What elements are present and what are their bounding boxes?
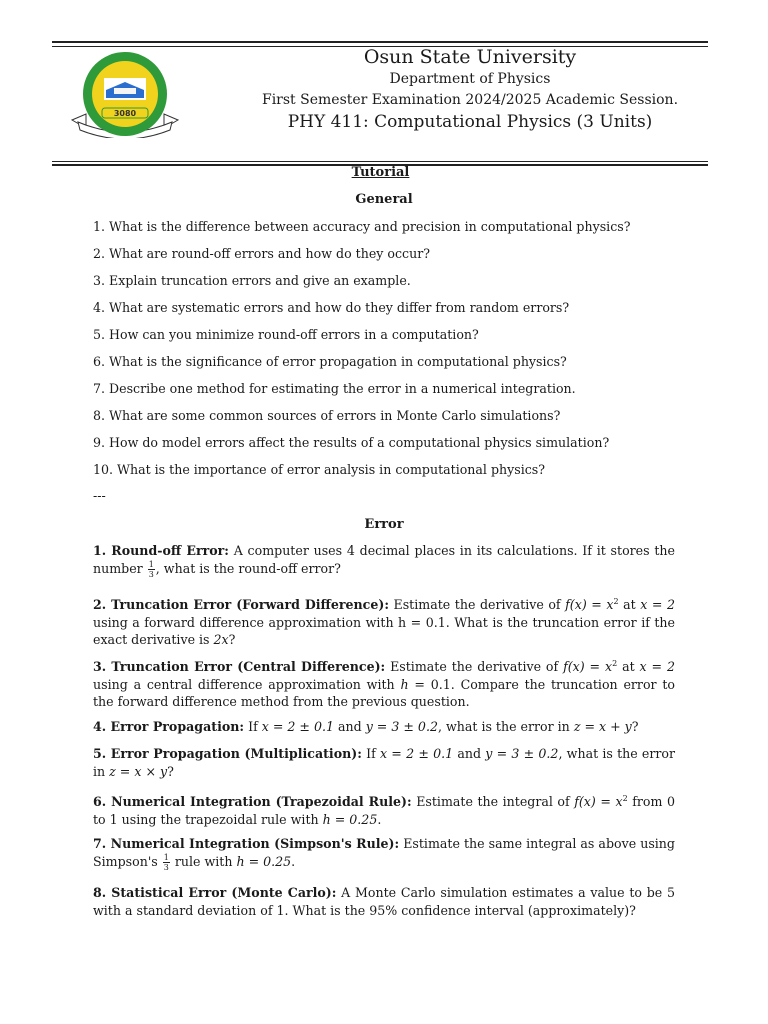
general-question: 9. How do model errors affect the results of a computational physics simulation? — [93, 435, 610, 450]
error-problem — [93, 835, 675, 872]
general-question: 10. What is the importance of error analysis in computational physics? — [93, 462, 546, 477]
problem-text: , what is the error in — [437, 719, 574, 734]
problem-title: 2. Truncation Error (Forward Difference): — [93, 597, 389, 613]
problem-text: A Monte Carlo simulation estimates a value to be 5 with a standard deviation of 1. What is the 95% confidence interval (approximately)? — [93, 885, 675, 918]
header-bottom-rule-thin — [52, 161, 708, 162]
math-expression: h — [400, 676, 409, 692]
math-expression: x = 2 ± 0.1 — [379, 746, 454, 761]
error-problem: 6. Numerical Integration (Trapezoidal Rule): Estimate the integral of $f(x) = x^2$ from 0 to 1 using the trapezoidal rule with h = 0.25. — [93, 794, 675, 827]
general-question: 8. What are some common sources of errors in Monte Carlo simulations? — [93, 408, 561, 423]
problem-text: = 0.1. Compare the truncation error to the forward difference method from the previous question. — [93, 676, 675, 710]
math-expression: x = 2 — [639, 659, 675, 675]
math-expression: x = 2 — [640, 597, 676, 613]
tutorial-heading: Tutorial — [351, 165, 410, 180]
problem-title: 5. Error Propagation (Multiplication): — [93, 746, 362, 761]
math-expression: h = 0.25 — [236, 853, 292, 869]
problem-text: . — [291, 853, 296, 869]
problem-text: at — [617, 659, 640, 675]
department-name: Department of Physics — [389, 71, 551, 87]
problem-text: rule with — [170, 853, 237, 869]
problem-text: and — [334, 719, 366, 734]
math-expression: x = 2 ± 0.1 — [261, 719, 334, 734]
problem-text: A computer uses 4 decimal places in its calculations. If it stores the number — [93, 543, 675, 576]
problem-text: , what is the round-off error? — [155, 560, 341, 576]
problem-text: Estimate the integral of — [416, 794, 575, 810]
error-problem: 3. Truncation Error (Central Difference): Estimate the derivative of $f(x) = x^2$ at x = 2 using a central difference approximation with h = 0.1. Compare the truncation error to the forward difference method from the previous question. — [93, 659, 675, 710]
fraction: $\frac{1}{3}$ — [163, 852, 169, 872]
problem-title: 1. Round-off Error: — [93, 543, 229, 558]
problem-title: 4. Error Propagation: — [93, 719, 245, 734]
math-expression: y = 3 ± 0.2 — [485, 746, 559, 761]
problem-text: and — [453, 746, 486, 761]
problem-title: 8. Statistical Error (Monte Carlo): — [93, 885, 337, 900]
top-rule — [52, 41, 708, 43]
math-expression: h = 0.25 — [322, 811, 378, 827]
problem-title: 7. Numerical Integration (Simpson's Rule): — [93, 836, 400, 851]
math-expression: y = 3 ± 0.2 — [365, 719, 438, 734]
problem-text: ? — [228, 632, 236, 648]
logo-number: 3080 — [113, 109, 137, 118]
general-heading: General — [355, 192, 413, 207]
math-expression: 2x — [213, 632, 229, 648]
error-heading: Error — [364, 517, 404, 532]
problem-text: If — [248, 719, 262, 734]
math-expression: f(x) = x — [563, 659, 613, 675]
problem-text: Estimate the same integral as above using Simpson's — [93, 836, 675, 869]
university-name: Osun State University — [363, 46, 577, 68]
problem-text: using a forward difference approximation with h = 0.1. What is the truncation error if the exact derivative is — [93, 614, 675, 648]
university-logo — [66, 50, 184, 138]
problem-text: using a central difference approximation with — [93, 676, 401, 692]
problem-text: , what is the error in — [93, 746, 676, 779]
exam-session: First Semester Examination 2024/2025 Academic Session. — [261, 92, 679, 108]
general-question: 7. Describe one method for estimating the error in a numerical integration. — [93, 381, 576, 396]
problem-text: at — [618, 597, 641, 613]
math-expression: f(x) = x — [565, 597, 614, 613]
general-question: 5. How can you minimize round-off errors in a computation? — [93, 327, 479, 342]
math-expression: z = x + y — [573, 719, 632, 734]
error-problem — [93, 718, 675, 736]
error-problem — [93, 745, 675, 780]
general-question: 3. Explain truncation errors and give an example. — [93, 273, 411, 288]
problem-title: 3. Truncation Error (Central Difference): — [93, 659, 386, 675]
problem-text: Estimate the derivative of — [390, 659, 564, 675]
general-question: 4. What are systematic errors and how do they differ from random errors? — [93, 300, 570, 315]
fraction: $\frac{1}{3}$ — [148, 559, 154, 579]
course-title: PHY 411: Computational Physics (3 Units) — [287, 112, 653, 132]
error-problem — [93, 542, 675, 579]
general-question: 2. What are round-off errors and how do they occur? — [93, 246, 430, 261]
problem-title: 6. Numerical Integration (Trapezoidal Rule): — [93, 794, 412, 810]
problem-text: Estimate the derivative of — [393, 597, 566, 613]
general-question: 1. What is the difference between accuracy and precision in computational physics? — [93, 219, 631, 234]
general-question: 6. What is the significance of error propagation in computational physics? — [93, 354, 567, 369]
problem-text: from 0 to 1 using the trapezoidal rule with — [93, 794, 675, 827]
error-problem: 2. Truncation Error (Forward Difference): Estimate the derivative of $f(x) = x^2$ at x = 2 using a forward difference approximation with h = 0.1. What is the truncation error if the exact derivative is 2x? — [93, 597, 676, 648]
problem-text: ? — [631, 719, 639, 734]
problem-text: . — [377, 811, 382, 827]
math-expression: z = x × y — [109, 763, 168, 779]
problem-text: If — [366, 746, 380, 761]
math-expression: f(x) = x — [574, 794, 623, 810]
problem-text: ? — [167, 763, 174, 779]
separator: --- — [93, 488, 106, 503]
error-problem — [93, 884, 675, 919]
